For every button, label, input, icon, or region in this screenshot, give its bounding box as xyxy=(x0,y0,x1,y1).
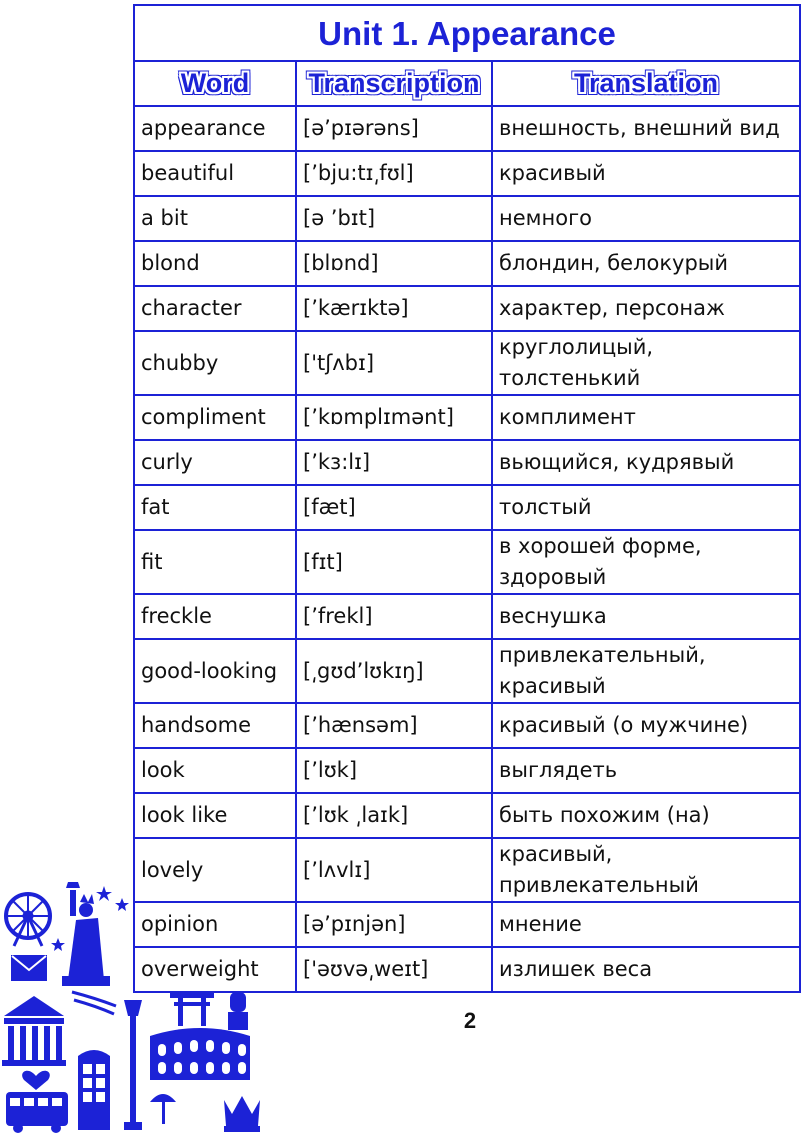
translation-cell: мнение xyxy=(492,902,800,947)
travel-landmarks-decoration xyxy=(0,880,280,1136)
guard-icon xyxy=(228,992,248,1030)
table-row xyxy=(134,594,800,639)
table-row xyxy=(134,485,800,530)
word-cell: good-looking xyxy=(134,639,296,703)
translation-cell: блондин, белокурый xyxy=(492,241,800,286)
transcription-cell: ['əʊvə͵weɪt] xyxy=(296,947,492,992)
column-header-word-label: Word xyxy=(180,68,250,98)
column-header-translation-label: Translation xyxy=(574,68,719,98)
word-cell: overweight xyxy=(134,947,296,992)
table-row xyxy=(134,793,800,838)
crown-icon xyxy=(224,1096,260,1132)
word-cell: lovely xyxy=(134,838,296,902)
translation-cell: быть похожим (на) xyxy=(492,793,800,838)
word-cell: look xyxy=(134,748,296,793)
page-title: Unit 1. Appearance xyxy=(134,5,800,61)
word-cell: compliment xyxy=(134,395,296,440)
plane-icon xyxy=(72,992,116,1014)
transcription-cell: [͵gʊd’lʊkɪŋ] xyxy=(296,639,492,703)
translation-cell: веснушка xyxy=(492,594,800,639)
translation-cell: красивый (о мужчине) xyxy=(492,703,800,748)
parthenon-icon xyxy=(2,996,66,1066)
word-cell: fit xyxy=(134,530,296,594)
translation-cell: привлекательный, красивый xyxy=(492,639,800,703)
transcription-cell: [ə’pɪnjən] xyxy=(296,902,492,947)
torii-gate-icon xyxy=(170,992,214,1026)
word-cell: freckle xyxy=(134,594,296,639)
translation-cell: красивый, привлекательный xyxy=(492,838,800,902)
transcription-cell: [’frekl] xyxy=(296,594,492,639)
word-cell: blond xyxy=(134,241,296,286)
table-row xyxy=(134,530,800,594)
word-cell: opinion xyxy=(134,902,296,947)
transcription-cell: [’hænsəm] xyxy=(296,703,492,748)
table-row xyxy=(134,286,800,331)
transcription-cell: [ə’pɪərəns] xyxy=(296,106,492,151)
word-cell: beautiful xyxy=(134,151,296,196)
translation-cell: немного xyxy=(492,196,800,241)
table-row xyxy=(134,703,800,748)
transcription-cell: ['tʃʌbɪ] xyxy=(296,331,492,395)
column-header-translation xyxy=(492,61,800,106)
word-cell: a bit xyxy=(134,196,296,241)
word-cell: appearance xyxy=(134,106,296,151)
column-header-word xyxy=(134,61,296,106)
table-row xyxy=(134,395,800,440)
word-cell: fat xyxy=(134,485,296,530)
transcription-cell: [blɒnd] xyxy=(296,241,492,286)
transcription-cell: [’kɜ:lɪ] xyxy=(296,440,492,485)
transcription-cell: [fæt] xyxy=(296,485,492,530)
translation-cell: круглолицый, толстенький xyxy=(492,331,800,395)
street-lamp-icon xyxy=(124,1000,142,1130)
ferris-wheel-icon xyxy=(6,894,50,946)
word-cell: look like xyxy=(134,793,296,838)
translation-cell: вьющийся, кудрявый xyxy=(492,440,800,485)
translation-cell: характер, персонаж xyxy=(492,286,800,331)
vocabulary-table xyxy=(133,4,801,993)
heart-icon xyxy=(22,1071,50,1090)
transcription-cell: [fɪt] xyxy=(296,530,492,594)
translation-cell: комплимент xyxy=(492,395,800,440)
translation-cell: излишек веса xyxy=(492,947,800,992)
table-row xyxy=(134,748,800,793)
table-row xyxy=(134,241,800,286)
word-cell: chubby xyxy=(134,331,296,395)
translation-cell: толстый xyxy=(492,485,800,530)
page-number: 2 xyxy=(463,1008,477,1033)
transcription-cell: [’lʌvlɪ] xyxy=(296,838,492,902)
word-cell: handsome xyxy=(134,703,296,748)
transcription-cell: [ə ’bɪt] xyxy=(296,196,492,241)
table-row xyxy=(134,440,800,485)
transcription-cell: [’kɒmplɪmənt] xyxy=(296,395,492,440)
translation-cell: внешность, внешний вид xyxy=(492,106,800,151)
table-row xyxy=(134,151,800,196)
word-cell: curly xyxy=(134,440,296,485)
transcription-cell: [’lʊk ͵laɪk] xyxy=(296,793,492,838)
table-row xyxy=(134,331,800,395)
transcription-cell: [’kærɪktə] xyxy=(296,286,492,331)
table-row xyxy=(134,196,800,241)
word-cell: character xyxy=(134,286,296,331)
phone-box-icon xyxy=(78,1050,110,1130)
table-row xyxy=(134,106,800,151)
translation-cell: красивый xyxy=(492,151,800,196)
transcription-cell: [’bju:tɪ͵fʊl] xyxy=(296,151,492,196)
translation-cell: выглядеть xyxy=(492,748,800,793)
column-header-transcription-label: Transcription xyxy=(308,68,480,98)
translation-cell: в хорошей форме, здоровый xyxy=(492,530,800,594)
envelope-icon xyxy=(12,956,46,980)
transcription-cell: [’lʊk] xyxy=(296,748,492,793)
table-row xyxy=(134,639,800,703)
column-header-transcription xyxy=(296,61,492,106)
umbrella-icon xyxy=(150,1094,176,1124)
